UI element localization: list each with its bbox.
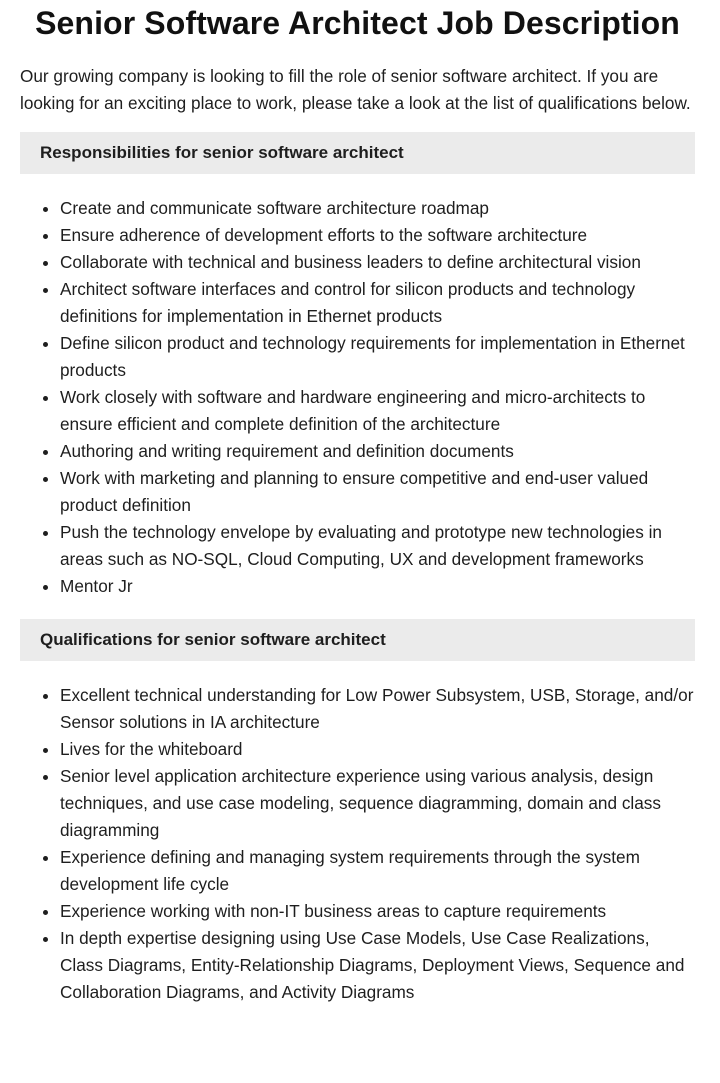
list-item: Mentor Jr xyxy=(60,573,695,600)
list-item: Experience defining and managing system requirements through the system development life cycle xyxy=(60,844,695,898)
qualifications-heading: Qualifications for senior software architect xyxy=(20,619,695,661)
list-item: Create and communicate software architecture roadmap xyxy=(60,195,695,222)
list-item: In depth expertise designing using Use Case Models, Use Case Realizations, Class Diagrams, Entity-Relationship Diagrams, Deployment Views, Sequence and Collaboration Diagrams, and Activity Diagrams xyxy=(60,925,695,1006)
page-title: Senior Software Architect Job Description xyxy=(35,5,680,41)
list-item: Lives for the whiteboard xyxy=(60,736,695,763)
responsibilities-heading: Responsibilities for senior software architect xyxy=(20,132,695,174)
list-item: Ensure adherence of development efforts to the software architecture xyxy=(60,222,695,249)
list-item: Architect software interfaces and control for silicon products and technology definitions for implementation in Ethernet products xyxy=(60,276,695,330)
list-item: Work with marketing and planning to ensure competitive and end-user valued product definition xyxy=(60,465,695,519)
intro-paragraph: Our growing company is looking to fill the role of senior software architect. If you are looking for an exciting place to work, please take a look at the list of qualifications below. xyxy=(20,66,691,113)
responsibilities-list xyxy=(20,195,695,600)
list-item: Senior level application architecture experience using various analysis, design techniques, and use case modeling, sequence diagramming, domain and class diagramming xyxy=(60,763,695,844)
list-item: Work closely with software and hardware engineering and micro-architects to ensure efficient and complete definition of the architecture xyxy=(60,384,695,438)
list-item: Experience working with non-IT business areas to capture requirements xyxy=(60,898,695,925)
list-item: Excellent technical understanding for Low Power Subsystem, USB, Storage, and/or Sensor solutions in IA architecture xyxy=(60,682,695,736)
list-item: Push the technology envelope by evaluating and prototype new technologies in areas such as NO-SQL, Cloud Computing, UX and development frameworks xyxy=(60,519,695,573)
qualifications-list xyxy=(20,682,695,1006)
list-item: Define silicon product and technology requirements for implementation in Ethernet products xyxy=(60,330,695,384)
list-item: Authoring and writing requirement and definition documents xyxy=(60,438,695,465)
list-item: Collaborate with technical and business leaders to define architectural vision xyxy=(60,249,695,276)
